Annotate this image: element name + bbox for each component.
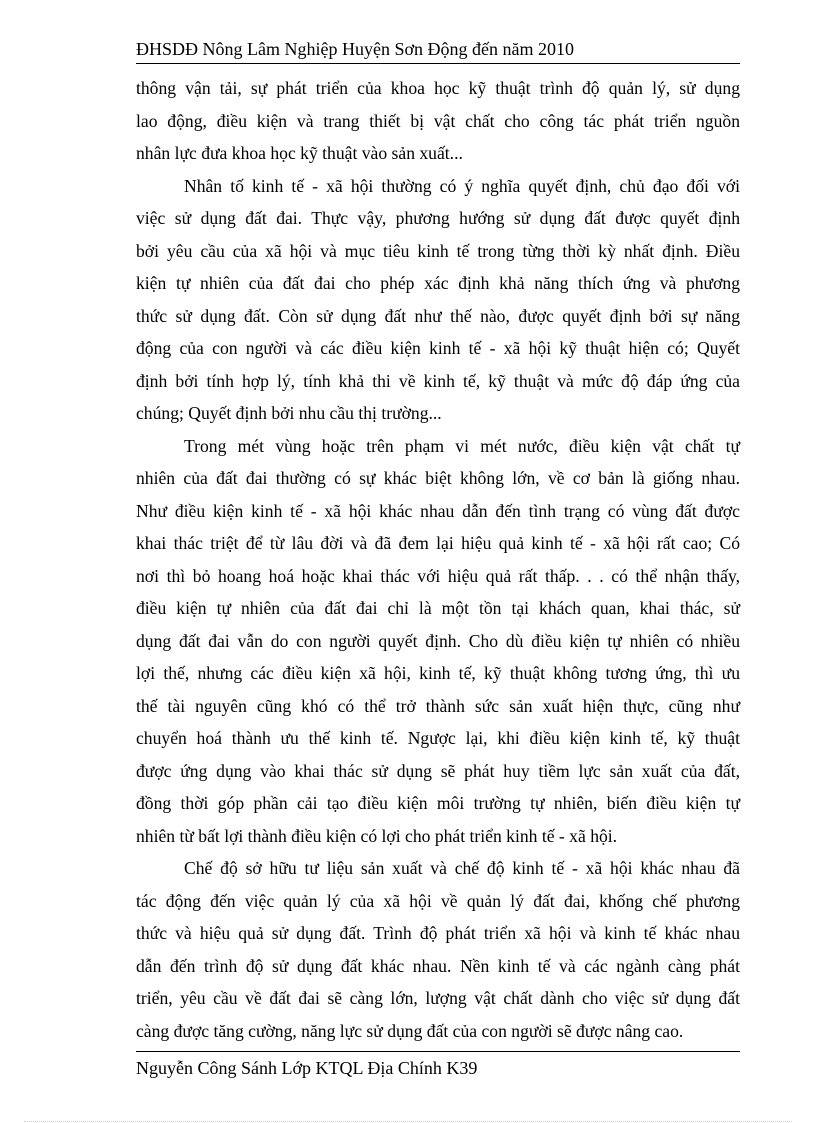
text-line: càng được tăng cường, năng lực sử dụng đất của con người sẽ được nâng cao. (136, 1020, 684, 1041)
text-line: lao động, điều kiện và trang thiết bị vật chất cho công tác phát triển nguồn (136, 110, 740, 131)
paragraph-first-line: Trong mét vùng hoặc trên phạm vi mét nước, điều kiện vật chất tự (184, 435, 740, 456)
text-line: nhiên từ bất lợi thành điều kiện có lợi cho phát triển kinh tế - xã hội. (136, 825, 618, 846)
footer-divider (136, 1051, 740, 1052)
text-line: chúng; Quyết định bởi nhu cầu thị trường... (136, 403, 442, 423)
paragraph-first-line: Nhân tố kinh tế - xã hội thường có ý nghĩa quyết định, chủ đạo đối với (184, 175, 740, 196)
text-line: được ứng dụng vào khai thác sử dụng sẽ phát huy tiềm lực sản xuất của đất, (136, 760, 740, 781)
paragraph-first-line: Chế độ sở hữu tư liệu sản xuất và chế độ kinh tế - xã hội khác nhau đã (184, 858, 740, 878)
text-line: Như điều kiện kinh tế - xã hội khác nhau dẫn đến tình trạng có vùng đất được (136, 500, 740, 521)
text-line: thức sử dụng đất. Còn sử dụng đất như thế nào, được quyết định bởi sự năng (136, 305, 740, 326)
text-line: dẫn đến trình độ sử dụng đất khác nhau. Nền kinh tế và các ngành càng phát (136, 955, 740, 976)
body-text (136, 72, 740, 1047)
text-line: chuyển hoá thành ưu thế kinh tế. Ngược lại, khi điều kiện kinh tế, kỹ thuật (136, 728, 740, 748)
text-line: triển, yêu cầu về đất đai sẽ càng lớn, lượng vật chất dành cho việc sử dụng đất (136, 988, 740, 1008)
text-line: kiện tự nhiên của đất đai cho phép xác định khả năng thích ứng và phương (136, 273, 740, 293)
header-divider (136, 63, 740, 64)
page-header: ĐHSDĐ Nông Lâm Nghiệp Huyện Sơn Động đến năm 2010 (136, 39, 574, 59)
text-line: nhiên của đất đai thường có sự khác biệt không lớn, về cơ bản là giống nhau. (136, 468, 740, 488)
text-line: điều kiện tự nhiên của đất đai chỉ là một tồn tại khách quan, khai thác, sử (136, 598, 740, 618)
text-line: dụng đất đai vẫn do con người quyết định. Cho dù điều kiện tự nhiên có nhiều (136, 630, 740, 651)
text-line: động của con người và các điều kiện kinh tế - xã hội kỹ thuật hiện có; Quyết (136, 338, 740, 358)
text-line: định bởi tính hợp lý, tính khả thi về kinh tế, kỹ thuật và mức độ đáp ứng của (136, 370, 740, 391)
page-edge-divider (24, 1121, 792, 1122)
text-line: bởi yêu cầu của xã hội và mục tiêu kinh tế trong từng thời kỳ nhất định. Điều (136, 240, 740, 261)
text-line: khai thác triệt để từ lâu đời và đã đem lại hiệu quả kinh tế - xã hội rất cao; Có (136, 533, 740, 553)
text-line: lợi thế, nhưng các điều kiện xã hội, kinh tế, kỹ thuật không tương ứng, thì ưu (136, 663, 740, 683)
text-line: việc sử dụng đất đai. Thực vậy, phương hướng sử dụng đất được quyết định (136, 208, 740, 228)
text-line: nơi thì bỏ hoang hoá hoặc khai thác với hiệu quả rất thấp. . . có thể nhận thấy, (136, 565, 740, 586)
text-line: thức và hiệu quả sử dụng đất. Trình độ phát triển xã hội và kinh tế khác nhau (136, 923, 740, 943)
text-line: thông vận tải, sự phát triển của khoa học kỹ thuật trình độ quản lý, sử dụng (136, 78, 740, 98)
page-footer: Nguyễn Công Sánh Lớp KTQL Địa Chính K39 (136, 1058, 478, 1078)
text-line: đồng thời góp phần cải tạo điều kiện môi trường tự nhiên, biến điều kiện tự (136, 793, 740, 813)
text-line: tác động đến việc quản lý của xã hội về quản lý đất đai, khống chế phương (136, 890, 740, 911)
text-line: thế tài nguyên cũng khó có thể trở thành sức sản xuất hiện thực, cũng như (136, 695, 740, 716)
text-line: nhân lực đưa khoa học kỹ thuật vào sản xuất... (136, 143, 463, 163)
